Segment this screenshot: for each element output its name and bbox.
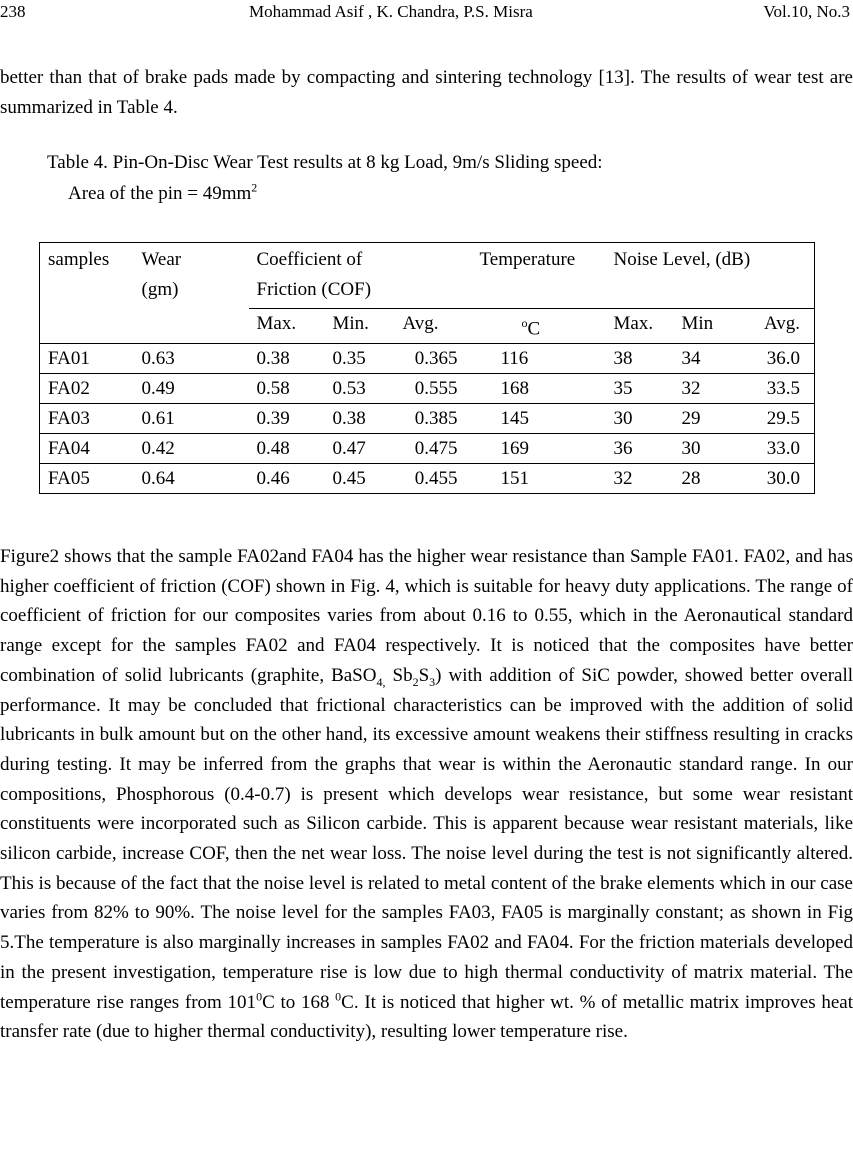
page-header <box>0 0 853 24</box>
header-temp-unit: $^o$C <box>521 316 541 340</box>
cell-cof-max: 0.39 <box>249 404 325 434</box>
table-row <box>40 434 815 464</box>
discussion-paragraph: Figure2 shows that the sample FA02and FA04 has the higher wear resistance than Sample FA01. FA02, and has higher coefficient of friction (COF) shown in Fig. 4, which is suitable for heavy duty applications. The range of coefficient of friction for our composites varies from about 0.16 to 0.55, which in the Aeronautical standard range except for the samples FA02 and FA04 respectively. It is noticed that the composites have better combination of solid lubricants (graphite, BaSO$_{4,}$ $Sb_2S_3$) with addition of SiC powder, showed better overall performance. It may be concluded that frictional characteristics can be improved with the addition of solid lubricants in bulk amount but on the other hand, its excessive amount weakens their stiffness resulting in cracks during testing. It may be inferred from the graphs that wear is within the Aeronautic standard range. In our compositions, Phosphorous (0.4-0.7) is present which develops wear resistance, but some wear resistant constituents were incorporated such as Silicon carbide. This is apparent because wear resistant materials, like silicon carbide, increase COF, then the net wear loss. The noise level during the test is not significantly altered. This is because of the fact that the noise level is related to metal content of the brake elements which in our case varies from 82% to 90%. The noise level for the samples FA03, FA05 is marginally constant; as shown in Fig 5.The temperature is also marginally increases in samples FA02 and FA04. For the friction materials developed in the present investigation, temperature rise is low due to high thermal conductivity of matrix material. The temperature rise ranges from $101^0C$ to 168 $^0$C. It is noticed that higher wt. % of metallic matrix improves heat transfer rate (due to higher thermal conductivity), resulting lower temperature rise. <box>0 546 853 1043</box>
cell-wear: 0.61 <box>134 404 249 434</box>
cell-noise-max: 36 <box>606 434 674 464</box>
header-cof-min: Min. <box>332 313 369 334</box>
intro-paragraph: better than that of brake pads made by compacting and sintering technology [13]. The results of wear test are summarized in Table 4. <box>0 67 853 118</box>
header-noise-avg: Avg. <box>763 313 801 334</box>
cell-noise-min: 30 <box>674 434 737 464</box>
header-wear: Wear (gm) <box>141 249 182 300</box>
cell-temperature: 169 <box>472 434 606 464</box>
table-row <box>40 404 815 434</box>
cell-noise-min: 34 <box>674 344 737 374</box>
cell-cof-min: 0.47 <box>325 434 395 464</box>
pin-area-exponent: 2 <box>251 180 258 195</box>
cell-wear: 0.49 <box>134 374 249 404</box>
table-caption: Table 4. Pin-On-Disc Wear Test results at 8 kg Load, 9m/s Sliding speed: <box>47 152 603 173</box>
cell-sample: FA03 <box>40 404 134 434</box>
header-temperature: Temperature <box>472 243 606 309</box>
cell-cof-avg: 0.555 <box>395 374 472 404</box>
header-cof-max: Max. <box>256 313 297 334</box>
cell-sample: FA04 <box>40 434 134 464</box>
cell-wear: 0.63 <box>134 344 249 374</box>
header-cof: Coefficient of Friction (COF) <box>249 243 472 309</box>
header-noise-min: Min <box>681 313 714 334</box>
cell-noise-avg: 33.5 <box>737 374 815 404</box>
cell-sample: FA02 <box>40 374 134 404</box>
cell-cof-avg: 0.365 <box>395 344 472 374</box>
cell-cof-min: 0.38 <box>325 404 395 434</box>
cell-noise-min: 28 <box>674 464 737 494</box>
cell-cof-min: 0.53 <box>325 374 395 404</box>
cell-noise-avg: 30.0 <box>737 464 815 494</box>
table-row <box>40 374 815 404</box>
cell-cof-min: 0.45 <box>325 464 395 494</box>
cell-temperature: 151 <box>472 464 606 494</box>
page-number: 238 <box>0 2 26 21</box>
table-row <box>40 464 815 494</box>
table-row <box>40 344 815 374</box>
cell-wear: 0.64 <box>134 464 249 494</box>
cell-temperature: 168 <box>472 374 606 404</box>
header-samples: samples <box>48 249 110 270</box>
cell-cof-avg: 0.385 <box>395 404 472 434</box>
header-noise-max: Max. <box>613 313 654 334</box>
cell-noise-max: 38 <box>606 344 674 374</box>
cell-cof-max: 0.58 <box>249 374 325 404</box>
cell-cof-avg: 0.475 <box>395 434 472 464</box>
wear-test-table <box>39 242 815 494</box>
cell-cof-max: 0.48 <box>249 434 325 464</box>
cell-cof-max: 0.38 <box>249 344 325 374</box>
cell-cof-avg: 0.455 <box>395 464 472 494</box>
header-noise: Noise Level, (dB) <box>606 243 815 309</box>
cell-noise-max: 35 <box>606 374 674 404</box>
cell-wear: 0.42 <box>134 434 249 464</box>
header-wear-unit: (gm) <box>141 279 179 300</box>
cell-temperature: 145 <box>472 404 606 434</box>
table-header-row <box>40 243 815 309</box>
cell-sample: FA01 <box>40 344 134 374</box>
cell-noise-min: 29 <box>674 404 737 434</box>
header-cof-line2: Friction (COF) <box>256 279 372 300</box>
cell-noise-avg: 29.5 <box>737 404 815 434</box>
cell-noise-max: 32 <box>606 464 674 494</box>
cell-noise-avg: 33.0 <box>737 434 815 464</box>
cell-noise-avg: 36.0 <box>737 344 815 374</box>
cell-noise-min: 32 <box>674 374 737 404</box>
header-cof-avg: Avg. <box>402 313 439 334</box>
cell-sample: FA05 <box>40 464 134 494</box>
cell-cof-min: 0.35 <box>325 344 395 374</box>
cell-cof-max: 0.46 <box>249 464 325 494</box>
journal-volume: Vol.10, No.3 <box>763 2 850 21</box>
pin-area-text: Area of the pin = 49mm <box>68 183 252 204</box>
table-caption-pin-area <box>68 180 258 205</box>
cell-temperature: 116 <box>472 344 606 374</box>
running-authors: Mohammad Asif , K. Chandra, P.S. Misra <box>249 2 533 21</box>
cell-noise-max: 30 <box>606 404 674 434</box>
